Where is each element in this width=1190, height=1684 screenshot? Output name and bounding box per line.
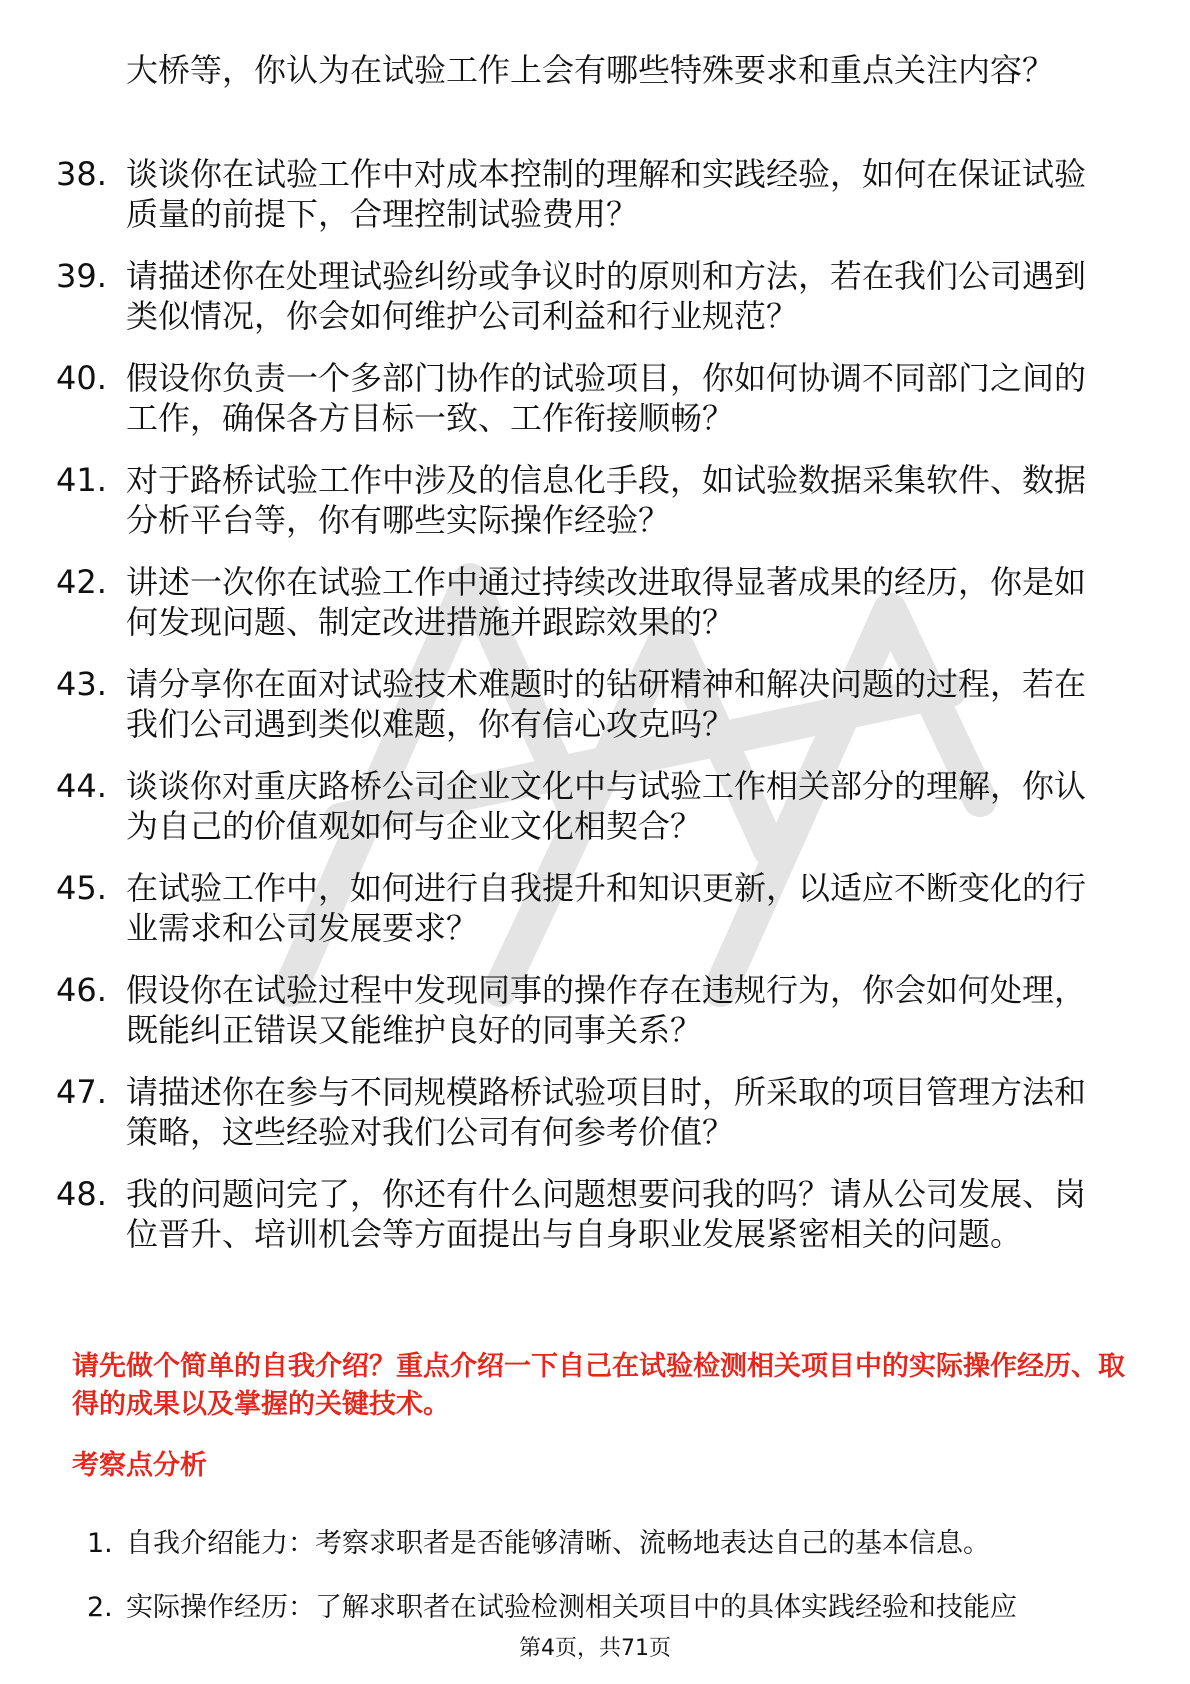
question-number: 39. bbox=[56, 257, 107, 295]
question-number: 43. bbox=[56, 665, 107, 703]
question-item bbox=[0, 256, 1190, 336]
question-number: 47. bbox=[56, 1073, 107, 1111]
question-text: 在试验工作中，如何进行自我提升和知识更新，以适应不断变化的行业需求和公司发展要求？ bbox=[126, 869, 1087, 947]
question-text: 谈谈你在试验工作中对成本控制的理解和实践经验，如何在保证试验质量的前提下，合理控制试验费用？ bbox=[126, 155, 1087, 233]
question-number: 42. bbox=[56, 563, 107, 601]
question-item bbox=[0, 766, 1190, 846]
question-number: 48. bbox=[56, 1175, 107, 1213]
analysis-title: 考察点分析 bbox=[72, 1450, 207, 1481]
question-text: 假设你在试验过程中发现同事的操作存在违规行为，你会如何处理，既能纠正错误又能维护良好的同事关系？ bbox=[126, 971, 1087, 1049]
analysis-number: 1. bbox=[87, 1528, 113, 1559]
analysis-item bbox=[0, 1590, 1190, 1626]
question-number: 38. bbox=[56, 155, 107, 193]
question-text: 讲述一次你在试验工作中通过持续改进取得显著成果的经历，你是如何发现问题、制定改进措施并跟踪效果的？ bbox=[126, 563, 1087, 641]
question-number: 46. bbox=[56, 971, 107, 1009]
question-text: 对于路桥试验工作中涉及的信息化手段，如试验数据采集软件、数据分析平台等，你有哪些实际操作经验？ bbox=[126, 461, 1087, 539]
question-item bbox=[0, 460, 1190, 540]
question-item bbox=[0, 1174, 1190, 1254]
analysis-item bbox=[0, 1526, 1190, 1562]
question-text: 请描述你在参与不同规模路桥试验项目时，所采取的项目管理方法和策略，这些经验对我们公司有何参考价值？ bbox=[126, 1073, 1087, 1151]
question-list bbox=[0, 154, 1190, 1276]
highlight-question: 请先做个简单的自我介绍？重点介绍一下自己在试验检测相关项目中的实际操作经历、取得的成果以及掌握的关键技术。 bbox=[72, 1351, 1125, 1420]
question-text: 请描述你在处理试验纠纷或争议时的原则和方法，若在我们公司遇到类似情况，你会如何维护公司利益和行业规范？ bbox=[126, 257, 1087, 335]
analysis-text: 自我介绍能力：考察求职者是否能够清晰、流畅地表达自己的基本信息。 bbox=[126, 1528, 990, 1559]
question-item bbox=[0, 562, 1190, 642]
continuation-text: 大桥等，你认为在试验工作上会有哪些特殊要求和重点关注内容？ bbox=[126, 51, 1055, 89]
question-number: 41. bbox=[56, 461, 107, 499]
question-item bbox=[0, 358, 1190, 438]
question-item bbox=[0, 154, 1190, 234]
question-text: 假设你负责一个多部门协作的试验项目，你如何协调不同部门之间的工作，确保各方目标一致、工作衔接顺畅？ bbox=[126, 359, 1087, 437]
question-item bbox=[0, 868, 1190, 948]
page-footer: 第4页，共71页 bbox=[519, 1636, 671, 1661]
question-number: 45. bbox=[56, 869, 107, 907]
question-item bbox=[0, 970, 1190, 1050]
question-item bbox=[0, 1072, 1190, 1152]
analysis-number: 2. bbox=[87, 1592, 113, 1623]
question-item bbox=[0, 664, 1190, 744]
analysis-text: 实际操作经历：了解求职者在试验检测相关项目中的具体实践经验和技能应 bbox=[126, 1592, 1017, 1623]
question-number: 44. bbox=[56, 767, 107, 805]
question-text: 谈谈你对重庆路桥公司企业文化中与试验工作相关部分的理解，你认为自己的价值观如何与企业文化相契合？ bbox=[126, 767, 1087, 845]
question-text: 请分享你在面对试验技术难题时的钻研精神和解决问题的过程，若在我们公司遇到类似难题，你有信心攻克吗？ bbox=[126, 665, 1087, 743]
question-text: 我的问题问完了，你还有什么问题想要问我的吗？请从公司发展、岗位晋升、培训机会等方面提出与自身职业发展紧密相关的问题。 bbox=[126, 1175, 1087, 1253]
question-number: 40. bbox=[56, 359, 107, 397]
